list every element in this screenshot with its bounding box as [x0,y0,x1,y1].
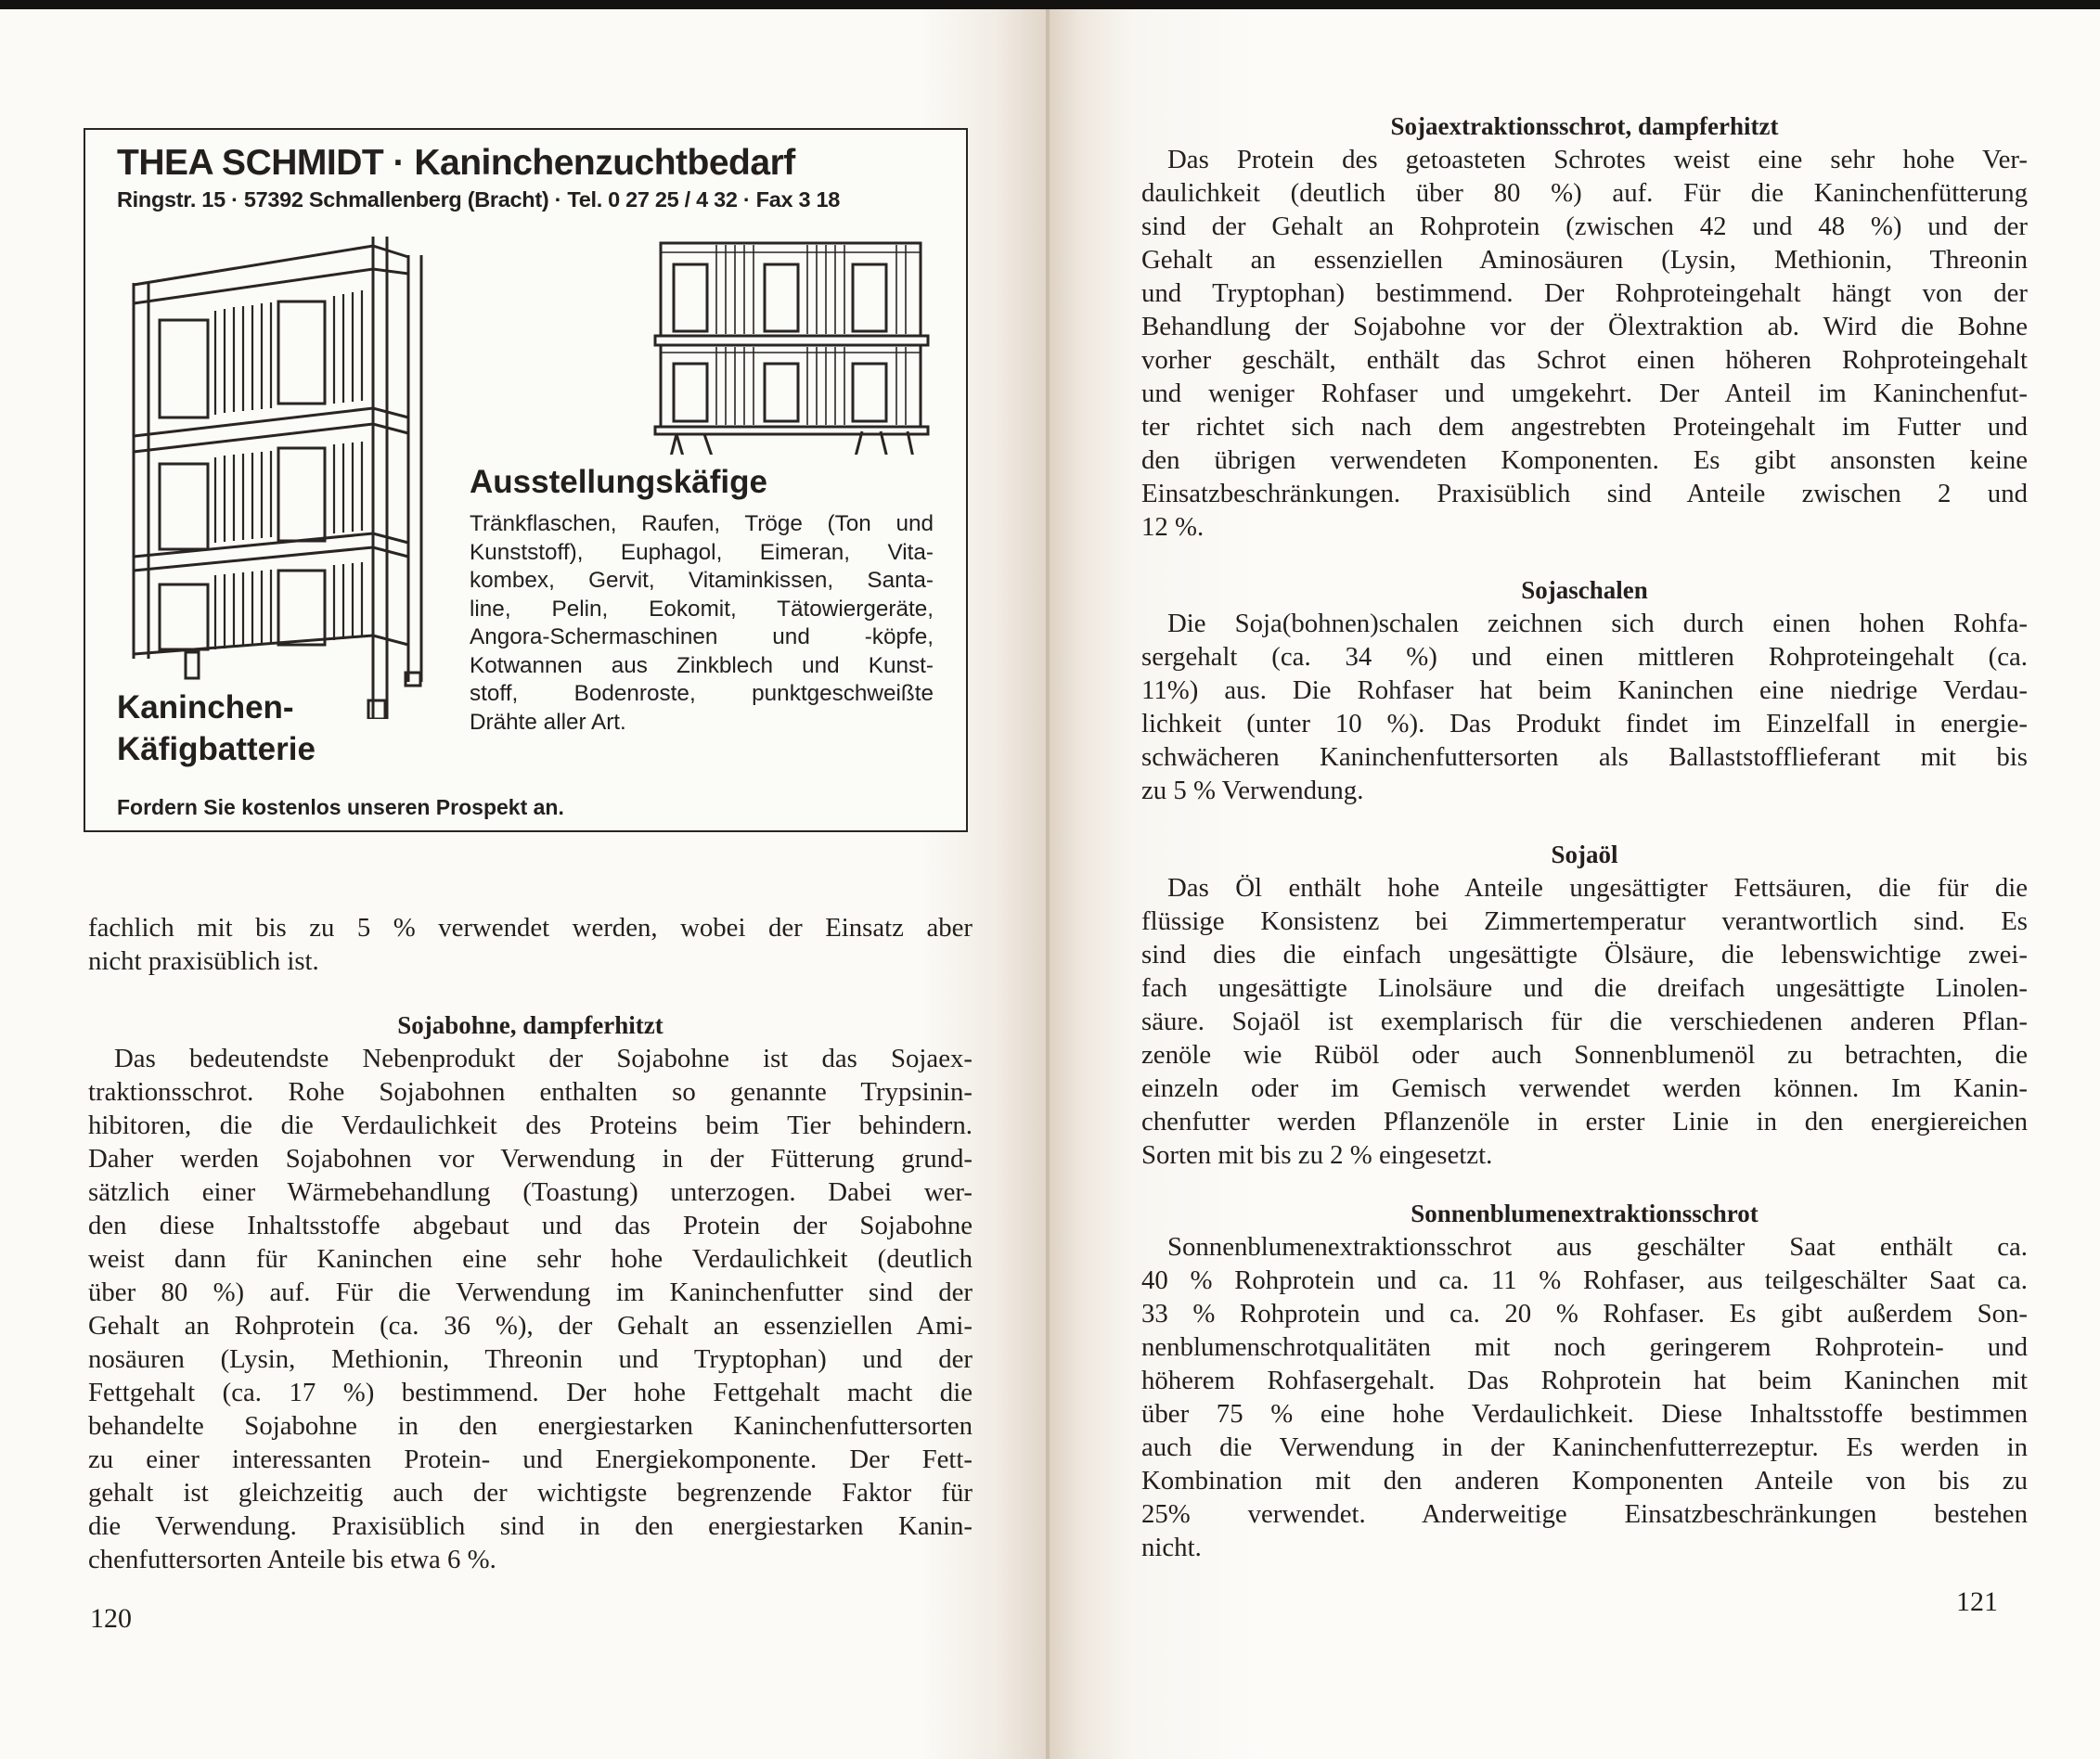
text-line: Gehalt an Rohprotein (ca. 36 %), der Gehalt an essenziellen Ami- [88,1311,973,1341]
text-line: Sonnenblumenextraktionsschrot aus geschälter Saat enthält ca. [1167,1232,2028,1262]
text-line: zu 5 % Verwendung. [1141,776,1364,805]
text-line: und weniger Rohfaser und umgekehrt. Der Anteil im Kaninchenfut- [1141,379,2028,408]
text-line: höherem Rohfasergehalt. Das Rohprotein hat beim Kaninchen mit [1141,1366,2028,1395]
text-line: sergehalt (ca. 34 %) und einen mittleren Rohproteingehalt (ca. [1141,642,2028,672]
text-line: Fettgehalt (ca. 17 %) bestimmend. Der hohe Fettgehalt macht die [88,1378,973,1407]
section-sonnenblumenextraktionsschrot [1141,1197,2028,1564]
section-heading: Sojaextraktionsschrot, dampferhitzt [1390,112,1779,140]
ad-cage-product-list [470,510,934,737]
scan-top-edge [0,0,2100,9]
text-line: Das Protein des getoasteten Schrotes weist eine sehr hohe Ver- [1167,145,2028,174]
ad-text-line: stoff, Bodenroste, punktgeschweißte [470,681,934,706]
page-number-right: 121 [1956,1586,1998,1617]
ad-text-line: line, Pelin, Eokomit, Tätowiergeräte, [470,596,934,622]
text-line: auch die Verwendung in der Kaninchenfutterrezeptur. Es werden in [1141,1432,2028,1462]
ad-text-line: Tränkflaschen, Raufen, Tröge (Ton und [470,511,934,536]
ad-battery-line: Kaninchen- [117,689,294,725]
text-line: sind der Gehalt an Rohprotein (zwischen 42 und 48 %) und der [1141,212,2028,241]
text-line: Gehalt an essenziellen Aminosäuren (Lysin, Methionin, Threonin [1141,245,2028,275]
text-line: Das bedeutendste Nebenprodukt der Sojabohne ist das Sojaex- [114,1044,973,1073]
section-sojaoel [1141,838,2028,1172]
book-gutter [1046,9,1050,1759]
text-line: Daher werden Sojabohnen vor Verwendung in der Fütterung grund- [88,1144,973,1174]
text-line: weist dann für Kaninchen eine sehr hohe Verdaulichkeit (deutlich [88,1244,973,1274]
text-line: 12 %. [1141,512,1205,542]
ad-text-line: Angora-Schermaschinen und -köpfe, [470,624,934,649]
text-line: Einsatzbeschränkungen. Praxisüblich sind Anteile zwischen 2 und [1141,479,2028,508]
text-line: einzeln oder im Gemisch verwendet werden können. Im Kanin- [1141,1073,2028,1103]
text-line: behandelte Sojabohne in den energiestarken Kaninchenfuttersorten [88,1411,973,1441]
exhibition-cage-illustration [653,232,932,455]
text-line: und Tryptophan) bestimmend. Der Rohproteingehalt hängt von der [1141,278,2028,308]
section-sojabohne [88,1008,973,1576]
text-line: hibitoren, die die Verdaulichkeit des Proteins beim Tier behindern. [88,1111,973,1140]
ad-text-line: kombex, Gervit, Vitaminkissen, Santa- [470,568,934,593]
text-line: chenfutter werden Pflanzenöle in erster Linie in den energiereichen [1141,1107,2028,1136]
text-line: fach ungesättigte Linolsäure und die dreifach ungesättigte Linolen- [1141,973,2028,1003]
text-line: sind dies die einfach ungesättigte Ölsäure, die lebenswichtige zwei- [1141,940,2028,969]
text-line: Die Soja(bohnen)schalen zeichnen sich durch einen hohen Rohfa- [1167,609,2028,638]
ad-battery-heading [117,687,316,770]
ad-battery-line: Käfigbatterie [117,731,316,767]
text-line: 11%) aus. Die Rohfaser hat beim Kaninchen eine niedrige Verdau- [1141,675,2028,705]
advertisement-box [84,128,968,832]
text-line: über 80 %) auf. Für die Verwendung im Kaninchenfutter sind der [88,1278,973,1307]
text-line: daulichkeit (deutlich über 80 %) auf. Für die Kaninchenfütterung [1141,178,2028,208]
text-line: chenfuttersorten Anteile bis etwa 6 %. [88,1545,496,1574]
text-line: den diese Inhaltsstoffe abgebaut und das Protein der Sojabohne [88,1211,973,1240]
section-heading: Sojaöl [1551,841,1618,868]
text-line: traktionsschrot. Rohe Sojabohnen enthalten so genannte Trypsinin- [88,1077,973,1107]
text-line: über 75 % eine hohe Verdaulichkeit. Diese Inhaltsstoffe bestimmen [1141,1399,2028,1429]
ad-text-line: Kotwannen aus Zinkblech und Kunst- [470,652,934,678]
text-line: nosäuren (Lysin, Methionin, Threonin und Tryptophan) und der [88,1344,973,1374]
text-line: die Verwendung. Praxisüblich sind in den energiestarken Kanin- [88,1511,973,1541]
text-line: lichkeit (unter 10 %). Das Produkt findet im Einzelfall in energie- [1141,709,2028,738]
ad-cage-heading: Ausstellungskäfige [470,464,767,500]
ad-address: Ringstr. 15 · 57392 Schmallenberg (Bracht) · Tel. 0 27 25 / 4 32 · Fax 3 18 [117,187,841,212]
text-line: gehalt ist gleichzeitig auch der wichtigste begrenzende Faktor für [88,1478,973,1508]
ad-text-line: Kunststoff), Euphagol, Eimeran, Vita- [470,539,934,565]
page-number-left: 120 [90,1603,132,1634]
text-line: den übrigen verwendeten Komponenten. Es gibt ansonsten keine [1141,445,2028,475]
text-line: Das Öl enthält hohe Anteile ungesättigter Fettsäuren, die für die [1167,873,2028,903]
ad-title: THEA SCHMIDT · Kaninchenzuchtbedarf [117,143,795,183]
left-intro-paragraph [88,911,973,978]
text-line: vorher geschält, enthält das Schrot einen höheren Rohproteingehalt [1141,345,2028,375]
text-line: 40 % Rohprotein und ca. 11 % Rohfaser, aus teilgeschälter Saat ca. [1141,1265,2028,1295]
section-heading: Sojabohne, dampferhitzt [397,1011,663,1039]
text-line: nicht praxisüblich ist. [88,946,319,976]
section-heading: Sonnenblumenextraktionsschrot [1411,1200,1759,1227]
text-line: Behandlung der Sojabohne vor der Ölextraktion ab. Wird die Bohne [1141,312,2028,341]
text-line: 33 % Rohprotein und ca. 20 % Rohfaser. Es gibt außerdem Son- [1141,1299,2028,1329]
text-line: flüssige Konsistenz bei Zimmertemperatur verantwortlich sind. Es [1141,906,2028,936]
cage-battery-rack-illustration [122,218,429,719]
text-line: ter richtet sich nach dem angestrebten Proteingehalt im Futter und [1141,412,2028,442]
text-line: nenblumenschrotqualitäten mit noch geringerem Rohprotein- und [1141,1332,2028,1362]
ad-text-line: Drähte aller Art. [470,709,626,735]
text-line: sätzlich einer Wärmebehandlung (Toastung) unterzogen. Dabei wer- [88,1177,973,1207]
text-line: schwächeren Kaninchenfuttersorten als Ballaststofflieferant mit bis [1141,742,2028,772]
text-line: säure. Sojaöl ist exemplarisch für die verschiedenen anderen Pflan- [1141,1007,2028,1036]
text-line: Sorten mit bis zu 2 % eingesetzt. [1141,1140,1493,1170]
text-line: nicht. [1141,1533,1202,1562]
section-sojaextraktionsschrot [1141,109,2028,544]
text-line: zenöle wie Rüböl oder auch Sonnenblumenöl zu betrachten, die [1141,1040,2028,1070]
text-line: 25% verwendet. Anderweitige Einsatzbeschränkungen bestehen [1141,1499,2028,1529]
text-line: zu einer interessanten Protein- und Energiekomponente. Der Fett- [88,1444,973,1474]
text-line: Kombination mit den anderen Komponenten Anteile von bis zu [1141,1466,2028,1496]
section-sojaschalen [1141,573,2028,807]
ad-footer: Fordern Sie kostenlos unseren Prospekt an. [117,795,564,819]
text-line: fachlich mit bis zu 5 % verwendet werden, wobei der Einsatz aber [88,913,973,943]
section-heading: Sojaschalen [1521,576,1648,604]
